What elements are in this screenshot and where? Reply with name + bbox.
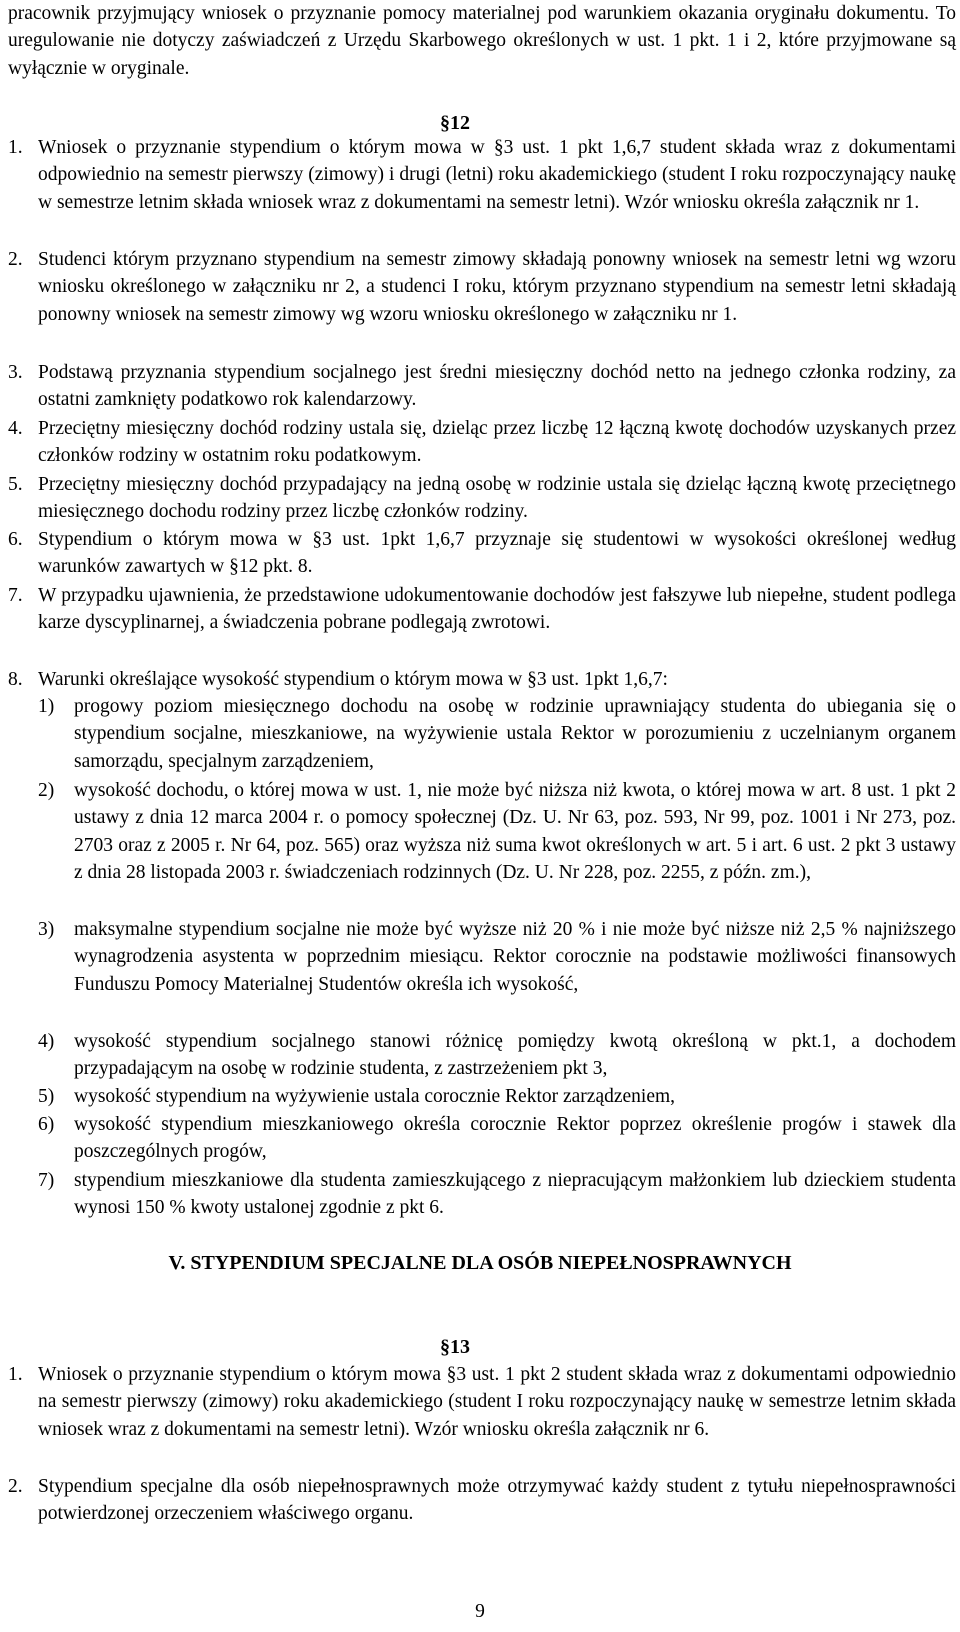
- item-text: Studenci którym przyznano stypendium na semestr zimowy składają ponowny wniosek na semestr letni wg wzoru wniosku określonego w załączniku nr 2, a studenci I roku, którym przyznano stypendium na semestr letni składają ponowny wniosek na semestr zimowy wg wzoru wniosku określonego w załączniku nr 1.: [38, 249, 956, 325]
- subitem-number: 5): [38, 1086, 55, 1107]
- sub-list-item: [8, 1111, 956, 1166]
- sub-list-item: [8, 693, 956, 775]
- sub-list-item: [8, 1167, 956, 1222]
- subitem-text: wysokość stypendium socjalnego stanowi różnicę pomiędzy kwotą określoną w pkt.1, a dochodem przypadającym na osobę w rodzinie studenta, z zastrzeżeniem pkt 3,: [74, 1031, 956, 1080]
- list-item: [8, 471, 956, 526]
- intro-paragraph: pracownik przyjmujący wniosek o przyznanie pomocy materialnej pod warunkiem okazania oryginału dokumentu. To uregulowanie nie dotyczy zaświadczeń z Urzędu Skarbowego określonych w ust. 1 pkt. 1 i 2, które przyjmowane są wyłącznie w oryginale.: [8, 3, 956, 79]
- item-text: Wniosek o przyznanie stypendium o którym mowa w §3 ust. 1 pkt 1,6,7 student składa wraz z dokumentami odpowiednio na semestr pierwszy (zimowy) i drugi (letni) roku akademickiego (student I roku rozpoczynający naukę w semestrze letnim składa wniosek wraz z dokumentami na semestr letni). Wzór wniosku określa załącznik nr 1.: [38, 137, 956, 213]
- subitem-number: 3): [38, 919, 55, 940]
- item-number: 4.: [8, 418, 23, 439]
- sub-list-item: [8, 777, 956, 886]
- item-text: Stypendium o którym mowa w §3 ust. 1pkt 1,6,7 przyznaje się studentowi w wysokości określonej według warunków zawartych w §12 pkt. 8.: [38, 529, 956, 578]
- subitem-number: 1): [38, 696, 55, 717]
- sub-list-item: [8, 1083, 956, 1110]
- item-number: 1.: [8, 137, 23, 158]
- list-item: [8, 415, 956, 470]
- subitem-text: wysokość stypendium na wyżywienie ustala corocznie Rektor zarządzeniem,: [74, 1086, 676, 1107]
- section-13-heading: §13: [440, 1336, 470, 1358]
- list-item: [8, 359, 956, 414]
- list-item: [8, 246, 956, 328]
- list-item: [8, 1361, 956, 1443]
- subitem-text: maksymalne stypendium socjalne nie może być wyższe niż 20 % i nie może być niższe niż 2,5 % najniższego wynagrodzenia asystenta w poprzednim miesiącu. Rektor corocznie na podstawie możliwości finansowych Funduszu Pomocy Materialnej Studentów określa ich wysokość,: [74, 919, 956, 995]
- subitem-text: wysokość dochodu, o której mowa w ust. 1, nie może być niższa niż kwota, o której mowa w art. 8 ust. 1 pkt 2 ustawy z dnia 12 marca 2004 r. o pomocy społecznej (Dz. U. Nr 63, poz. 593, Nr 99, poz. 1001 i Nr 273, poz. 2703 oraz z 2005 r. Nr 64, poz. 565) oraz wyższa niż suma kwot określonych w art. 5 i art. 6 ust. 2 pkt 3 ustawy z dnia 28 listopada 2003 r. świadczeniach rodzinnych (Dz. U. Nr 228, poz. 2255, z późn. zm.),: [74, 780, 956, 883]
- subitem-number: 7): [38, 1170, 55, 1191]
- item-text: Przeciętny miesięczny dochód przypadający na jedną osobę w rodzinie ustala się dzieląc łączną kwotę przeciętnego miesięcznego dochodu rodziny przez liczbę członków rodziny.: [38, 474, 956, 523]
- item-text: Stypendium specjalne dla osób niepełnosprawnych może otrzymywać każdy student z tytułu niepełnosprawności potwierdzonej orzeczeniem właściwego organu.: [38, 1476, 956, 1525]
- subitem-text: progowy poziom miesięcznego dochodu na osobę w rodzinie uprawniający studenta do ubiegania się o stypendium socjalne, mieszkaniowe, na wyżywienie ustala Rektor w porozumieniu z uczelnianym organem samorządu, specjalnym zarządzeniem,: [74, 696, 956, 772]
- item-text: Warunki określające wysokość stypendium o którym mowa w §3 ust. 1pkt 1,6,7:: [38, 669, 668, 690]
- list-item: [8, 666, 956, 693]
- list-item: [8, 526, 956, 581]
- subitem-text: wysokość stypendium mieszkaniowego określa corocznie Rektor poprzez określenie progów i stawek dla poszczególnych progów,: [74, 1114, 956, 1163]
- list-item: [8, 134, 956, 216]
- page-number: 9: [475, 1601, 485, 1622]
- item-text: Podstawą przyznania stypendium socjalnego jest średni miesięczny dochód netto na jednego członka rodziny, za ostatni zamknięty podatkowo rok kalendarzowy.: [38, 362, 956, 411]
- item-number: 5.: [8, 474, 23, 495]
- chapter-title: V. STYPENDIUM SPECJALNE DLA OSÓB NIEPEŁNOSPRAWNYCH: [168, 1252, 792, 1274]
- sub-list-item: [8, 916, 956, 998]
- section-12-heading: §12: [440, 112, 470, 134]
- item-text: Wniosek o przyznanie stypendium o którym mowa §3 ust. 1 pkt 2 student składa wraz z dokumentami odpowiednio na semestr pierwszy (zimowy) roku akademickiego (student I roku rozpoczynający naukę w semestrze letnim składa wniosek wraz z dokumentami na semestr letni). Wzór wniosku określa załącznik nr 6.: [38, 1364, 956, 1440]
- subitem-number: 2): [38, 780, 55, 801]
- subitem-text: stypendium mieszkaniowe dla studenta zamieszkującego z niepracującym małżonkiem lub dzieckiem studenta wynosi 150 % kwoty ustalonej zgodnie z pkt 6.: [74, 1170, 956, 1219]
- item-text: W przypadku ujawnienia, że przedstawione udokumentowanie dochodów jest fałszywe lub niepełne, student podlega karze dyscyplinarnej, a świadczenia pobrane podlegają zwrotowi.: [38, 585, 956, 634]
- item-number: 3.: [8, 362, 23, 383]
- item-number: 6.: [8, 529, 23, 550]
- item-text: Przeciętny miesięczny dochód rodziny ustala się, dzieląc przez liczbę 12 łączną kwotę dochodów uzyskanych przez członków rodziny w ostatnim roku podatkowym.: [38, 418, 956, 467]
- item-number: 1.: [8, 1364, 23, 1385]
- item-number: 8.: [8, 669, 23, 690]
- item-number: 2.: [8, 1476, 23, 1497]
- sub-list-item: [8, 1028, 956, 1083]
- list-item: [8, 1473, 956, 1528]
- item-number: 2.: [8, 249, 23, 270]
- item-number: 7.: [8, 585, 23, 606]
- subitem-number: 4): [38, 1031, 55, 1052]
- list-item: [8, 582, 956, 637]
- subitem-number: 6): [38, 1114, 55, 1135]
